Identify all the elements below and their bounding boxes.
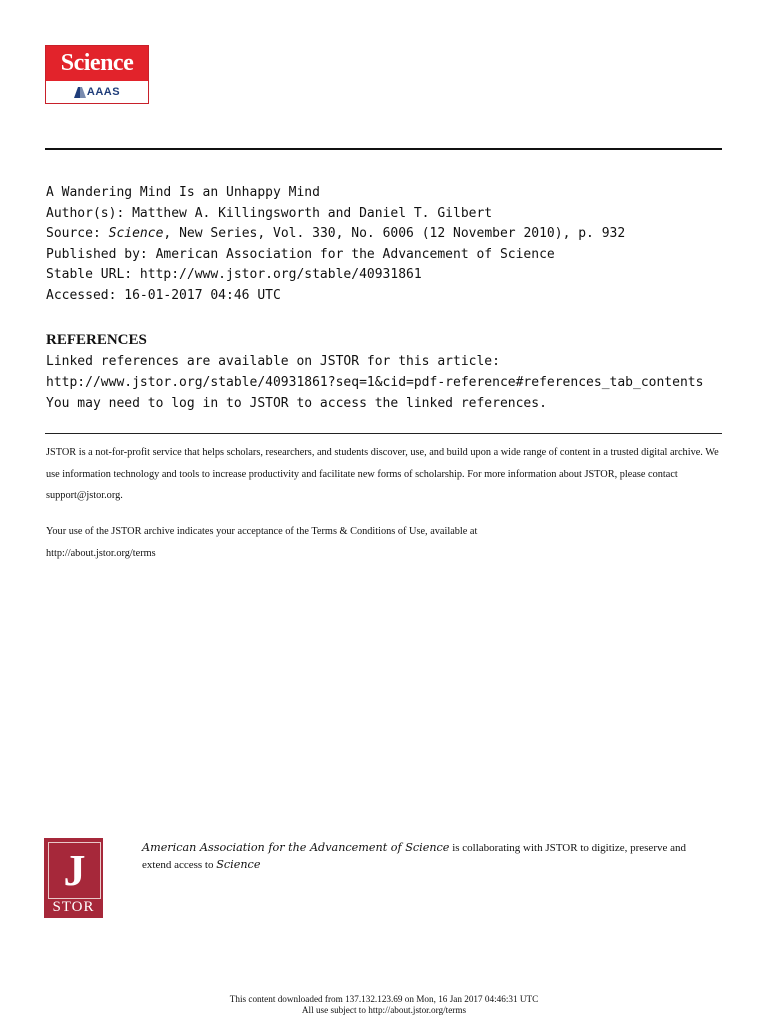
jstor-notice-paragraph: JSTOR is a not-for-profit service that helps scholars, researchers, and students discover, use, and build upon a wide range of content in a trusted digital archive. We use information technology and tools to increase productivity and facilitate new forms of scholarship. For more information about JSTOR, please contact support@jstor.org. [46, 447, 719, 501]
article-title: A Wandering Mind Is an Unhappy Mind [46, 185, 320, 200]
science-aaas-logo [45, 45, 149, 104]
page-footer [0, 994, 768, 1016]
references-login-note: You may need to log in to JSTOR to access the linked references. [46, 396, 547, 411]
collaboration-statement [142, 840, 702, 873]
science-wordmark: Science [46, 46, 148, 81]
article-publisher: Published by: American Association for the Advancement of Science [46, 247, 555, 262]
jstor-wordmark: STOR [52, 899, 95, 915]
article-stable-url[interactable]: Stable URL: http://www.jstor.org/stable/40931861 [46, 267, 422, 282]
source-prefix: Source: [46, 226, 109, 241]
article-source [46, 224, 625, 245]
source-details: , New Series, Vol. 330, No. 6006 (12 November 2010), p. 932 [163, 226, 626, 241]
middle-divider [45, 433, 722, 434]
footer-terms: All use subject to http://about.jstor.org/terms [301, 1005, 467, 1015]
source-journal: Science [108, 226, 164, 241]
aaas-wordmark [46, 81, 148, 103]
footer-download-info: This content downloaded from 137.132.123.69 on Mon, 16 Jan 2017 04:46:31 UTC [229, 994, 539, 1004]
terms-notice-text: Your use of the JSTOR archive indicates your acceptance of the Terms & Conditions of Use, available at [46, 526, 478, 537]
article-accessed: Accessed: 16-01-2017 04:46 UTC [46, 288, 281, 303]
collab-middle: is collaborating with JSTOR to digitize, preserve and extend access to [142, 842, 686, 871]
references-heading: REFERENCES [46, 332, 147, 348]
collab-journal: Science [216, 857, 261, 871]
aaas-text: AAAS [86, 86, 121, 98]
aaas-emblem-icon [74, 87, 86, 98]
collab-org: American Association for the Advancement of Science [142, 841, 450, 854]
references-link[interactable]: http://www.jstor.org/stable/40931861?seq=1&cid=pdf-reference#references_tab_contents [46, 375, 704, 390]
terms-link[interactable]: http://about.jstor.org/terms [46, 547, 156, 559]
jstor-j-letter: J [63, 846, 86, 895]
jstor-j-emblem-icon [48, 842, 101, 899]
article-authors: Author(s): Matthew A. Killingsworth and Daniel T. Gilbert [46, 206, 493, 221]
top-divider [45, 148, 722, 150]
references-intro: Linked references are available on JSTOR for this article: [46, 354, 500, 369]
jstor-logo [44, 838, 103, 918]
terms-notice [46, 521, 726, 564]
